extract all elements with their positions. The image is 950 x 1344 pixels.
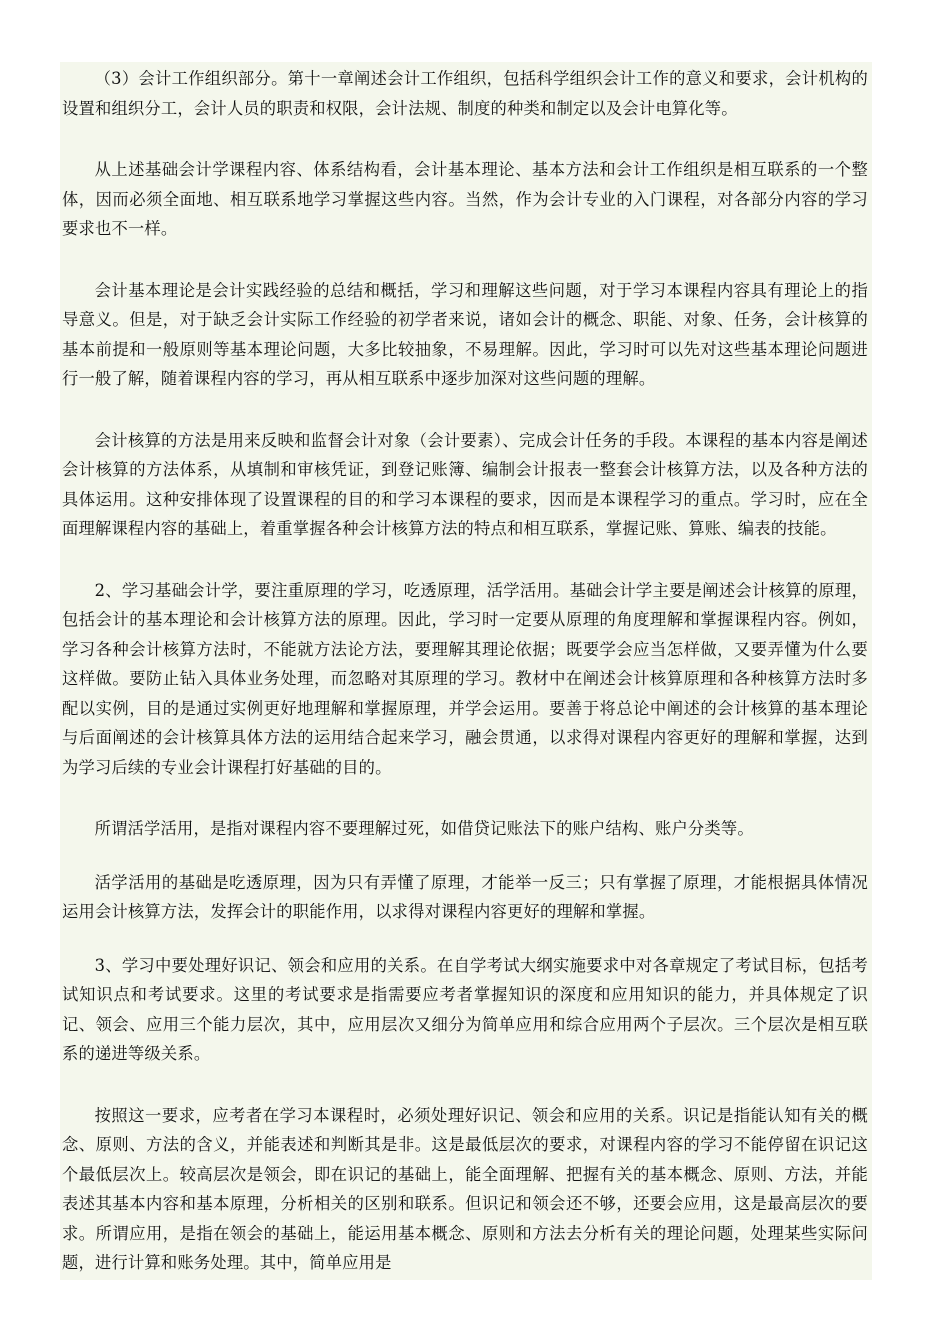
paragraph-memory-understanding-application: 3、学习中要处理好识记、领会和应用的关系。在自学考试大纲实施要求中对各章规定了考试目标，包括考试知识点和考试要求。这里的考试要求是指需要应考者掌握知识的深度和应用知识的能力，并具体规定了识记、领会、应用三个能力层次，其中，应用层次又细分为简单应用和综合应用两个子层次。三个层次是相互联系的递进等级关系。 — [62, 955, 868, 1063]
document-body — [60, 62, 872, 1280]
paragraph-accounting-work-organization: （3）会计工作组织部分。第十一章阐述会计工作组织，包括科学组织会计工作的意义和要求，会计机构的设置和组织分工，会计人员的职责和权限，会计法规、制度的种类和制定以及会计电算化等。 — [62, 69, 868, 118]
paragraph-basic-theory: 会计基本理论是会计实践经验的总结和概括，学习和理解这些问题，对于学习本课程内容具有理论上的指导意义。但是，对于缺乏会计实际工作经验的初学者来说，诸如会计的概念、职能、对象、任务，会计核算的基本前提和一般原则等基本理论问题，大多比较抽象，不易理解。因此，学习时可以先对这些基本理论问题进行一般了解，随着课程内容的学习，再从相互联系中逐步加深对这些问题的理解。 — [62, 280, 868, 388]
paragraph-learning-requirements: 按照这一要求，应考者在学习本课程时，必须处理好识记、领会和应用的关系。识记是指能认知有关的概念、原则、方法的含义，并能表述和判断其是非。这是最低层次的要求，对课程内容的学习不能停留在识记这个最低层次上。较高层次是领会，即在识记的基础上，能全面理解、把握有关的基本概念、原则、方法，并能表述其基本内容和基本原理，分析相关的区别和联系。但识记和领会还不够，还要会应用，这是最高层次的要求。所谓应用，是指在领会的基础上，能运用基本概念、原则和方法去分析有关的理论问题，处理某些实际问题，进行计算和账务处理。其中，简单应用是 — [62, 1105, 868, 1272]
paragraph-flexible-learning: 所谓活学活用，是指对课程内容不要理解过死，如借贷记账法下的账户结构、账户分类等。 — [94, 819, 754, 838]
paragraph-course-structure: 从上述基础会计学课程内容、体系结构看，会计基本理论、基本方法和会计工作组织是相互联系的一个整体，因而必须全面地、相互联系地学习掌握这些内容。当然，作为会计专业的入门课程，对各部分内容的学习要求也不一样。 — [62, 160, 868, 238]
paragraph-flexible-learning-basis: 活学活用的基础是吃透原理，因为只有弄懂了原理，才能举一反三；只有掌握了原理，才能根据具体情况运用会计核算方法，发挥会计的职能作用，以求得对课程内容更好的理解和掌握。 — [62, 872, 868, 921]
paragraph-accounting-methods: 会计核算的方法是用来反映和监督会计对象（会计要素）、完成会计任务的手段。本课程的基本内容是阐述会计核算的方法体系，从填制和审核凭证，到登记账簿、编制会计报表一整套会计核算方法，以及各种方法的具体运用。这种安排体现了设置课程的目的和学习本课程的要求，因而是本课程学习的重点。学习时，应在全面理解课程内容的基础上，着重掌握各种会计核算方法的特点和相互联系，掌握记账、算账、编表的技能。 — [62, 430, 868, 538]
paragraph-study-principles: 2、学习基础会计学，要注重原理的学习，吃透原理，活学活用。基础会计学主要是阐述会计核算的原理，包括会计的基本理论和会计核算方法的原理。因此，学习时一定要从原理的角度理解和掌握课程内容。例如，学习各种会计核算方法时，不能就方法论方法，要理解其理论依据；既要学会应当怎样做，又要弄懂为什么要这样做。要防止钻入具体业务处理，而忽略对其原理的学习。教材中在阐述会计核算原理和各种核算方法时多配以实例，目的是通过实例更好地理解和掌握原理，并学会运用。要善于将总论中阐述的会计核算的基本理论与后面阐述的会计核算具体方法的运用结合起来学习，融会贯通，以求得对课程内容更好的理解和掌握，达到为学习后续的专业会计课程打好基础的目的。 — [62, 580, 868, 777]
